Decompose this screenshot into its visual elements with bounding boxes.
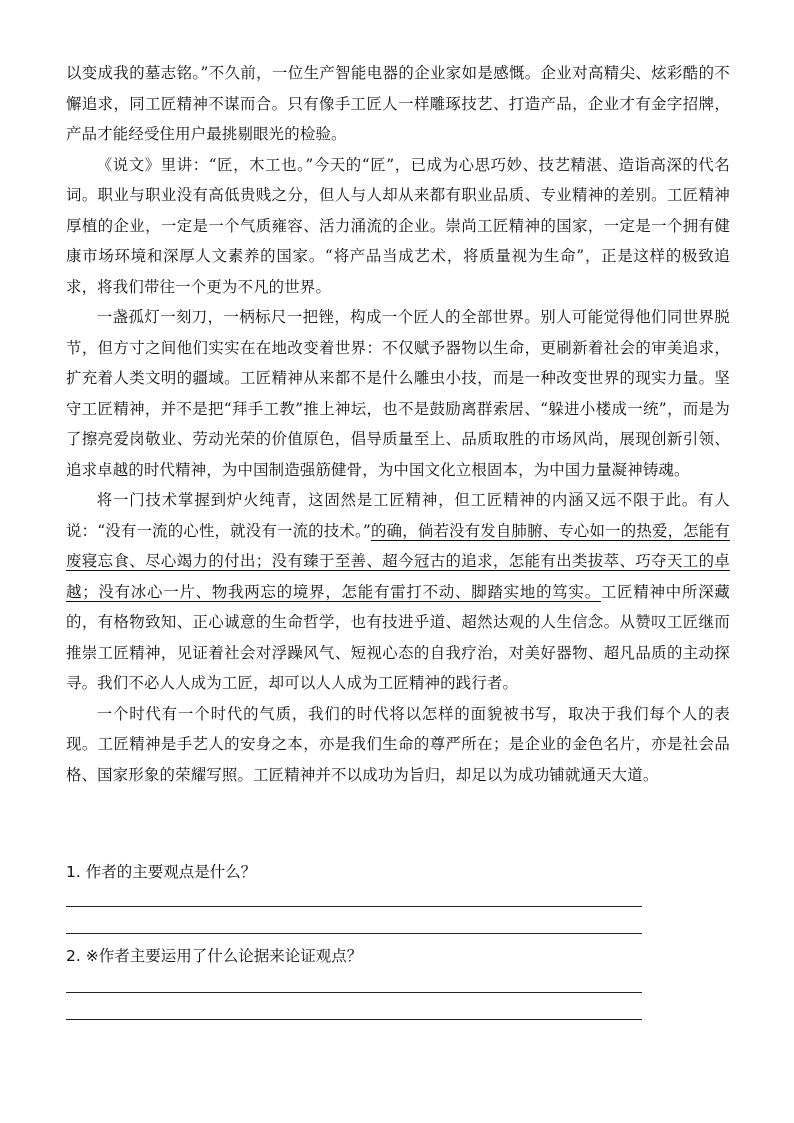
answer-line-q1-2[interactable] bbox=[66, 933, 642, 934]
question-2: 2. ※作者主要运用了什么论据来论证观点？ bbox=[66, 947, 363, 965]
underlined-passage: 的确，倘若没有发自肺腑、专心如一的热爱，怎能有废寝忘食、尽心竭力的付出；没有臻于至善、超今冠古的追求，怎能有出类拔萃、巧夺天工的卓越；没有冰心一片、物我两忘的境界，怎能有雷打不动、脚踏实地的笃实。 bbox=[66, 521, 730, 601]
article-paragraph-5: 一个时代有一个时代的气质，我们的时代将以怎样的面貌被书写，取决于我们每个人的表现。工匠精神是手艺人的安身之本，亦是我们生命的尊严所在；是企业的金色名片，亦是社会品格、国家形象的荣耀写照。工匠精神并不以成功为旨归，却足以为成功铺就通天大道。 bbox=[66, 704, 730, 784]
article-paragraph-4 bbox=[66, 485, 730, 699]
question-1: 1. 作者的主要观点是什么？ bbox=[66, 863, 257, 881]
answer-line-q2-2[interactable] bbox=[66, 1019, 642, 1020]
article-body bbox=[66, 58, 730, 790]
article-paragraph-1: 以变成我的墓志铭。”不久前，一位生产智能电器的企业家如是感慨。企业对高精尖、炫彩酷的不懈追求，同工匠精神不谋而合。只有像手工匠人一样雕琢技艺、打造产品，企业才有金字招牌，产品才能经受住用户最挑剔眼光的检验。 bbox=[66, 64, 730, 143]
article-paragraph-3: 一盏孤灯一刻刀，一柄标尺一把锉，构成一个匠人的全部世界。别人可能觉得他们同世界脱节，但方寸之间他们实实在在地改变着世界：不仅赋予器物以生命，更刷新着社会的审美追求，扩充着人类文明的疆域。工匠精神从来都不是什么雕虫小技，而是一种改变世界的现实力量。坚守工匠精神，并不是把“拜手工教”推上神坛，也不是鼓励离群索居、“躲进小楼成一统”，而是为了擦亮爱岗敬业、劳动光荣的价值原色，倡导质量至上、品质取胜的市场风尚，展现创新引领、追求卓越的时代精神，为中国制造强筋健骨，为中国文化立根固本，为中国力量凝神铸魂。 bbox=[66, 308, 730, 479]
answer-line-q2-1[interactable] bbox=[66, 992, 642, 993]
article-paragraph-2: 《说文》里讲：“匠，木工也。”今天的“匠”，已成为心思巧妙、技艺精湛、造诣高深的代名词。职业与职业没有高低贵贱之分，但人与人却从来都有职业品质、专业精神的差别。工匠精神厚植的企业，一定是一个气质雍容、活力涌流的企业。崇尚工匠精神的国家，一定是一个拥有健康市场环境和深厚人文素养的国家。“将产品当成艺术，将质量视为生命”，正是这样的极致追求，将我们带往一个更为不凡的世界。 bbox=[66, 155, 730, 296]
paragraph-4-conclusion: 工匠精神中所深藏的，有格物致知、正心诚意的生命哲学，也有技进乎道、超然达观的人生信念。从赞叹工匠继而推崇工匠精神，见证着社会对浮躁风气、短视心态的自我疗治，对美好器物、超凡品质的主动探寻。我们不必人人成为工匠，却可以人人成为工匠精神的践行者。 bbox=[66, 582, 730, 692]
paragraph-4-intro: 将一门技术掌握到炉火纯青，这固然是工匠精神，但工匠精神的内涵又远不限于此。有人说：“没有一流的心性，就没有一流的技术。” bbox=[66, 491, 730, 540]
answer-line-q1-1[interactable] bbox=[66, 906, 642, 907]
